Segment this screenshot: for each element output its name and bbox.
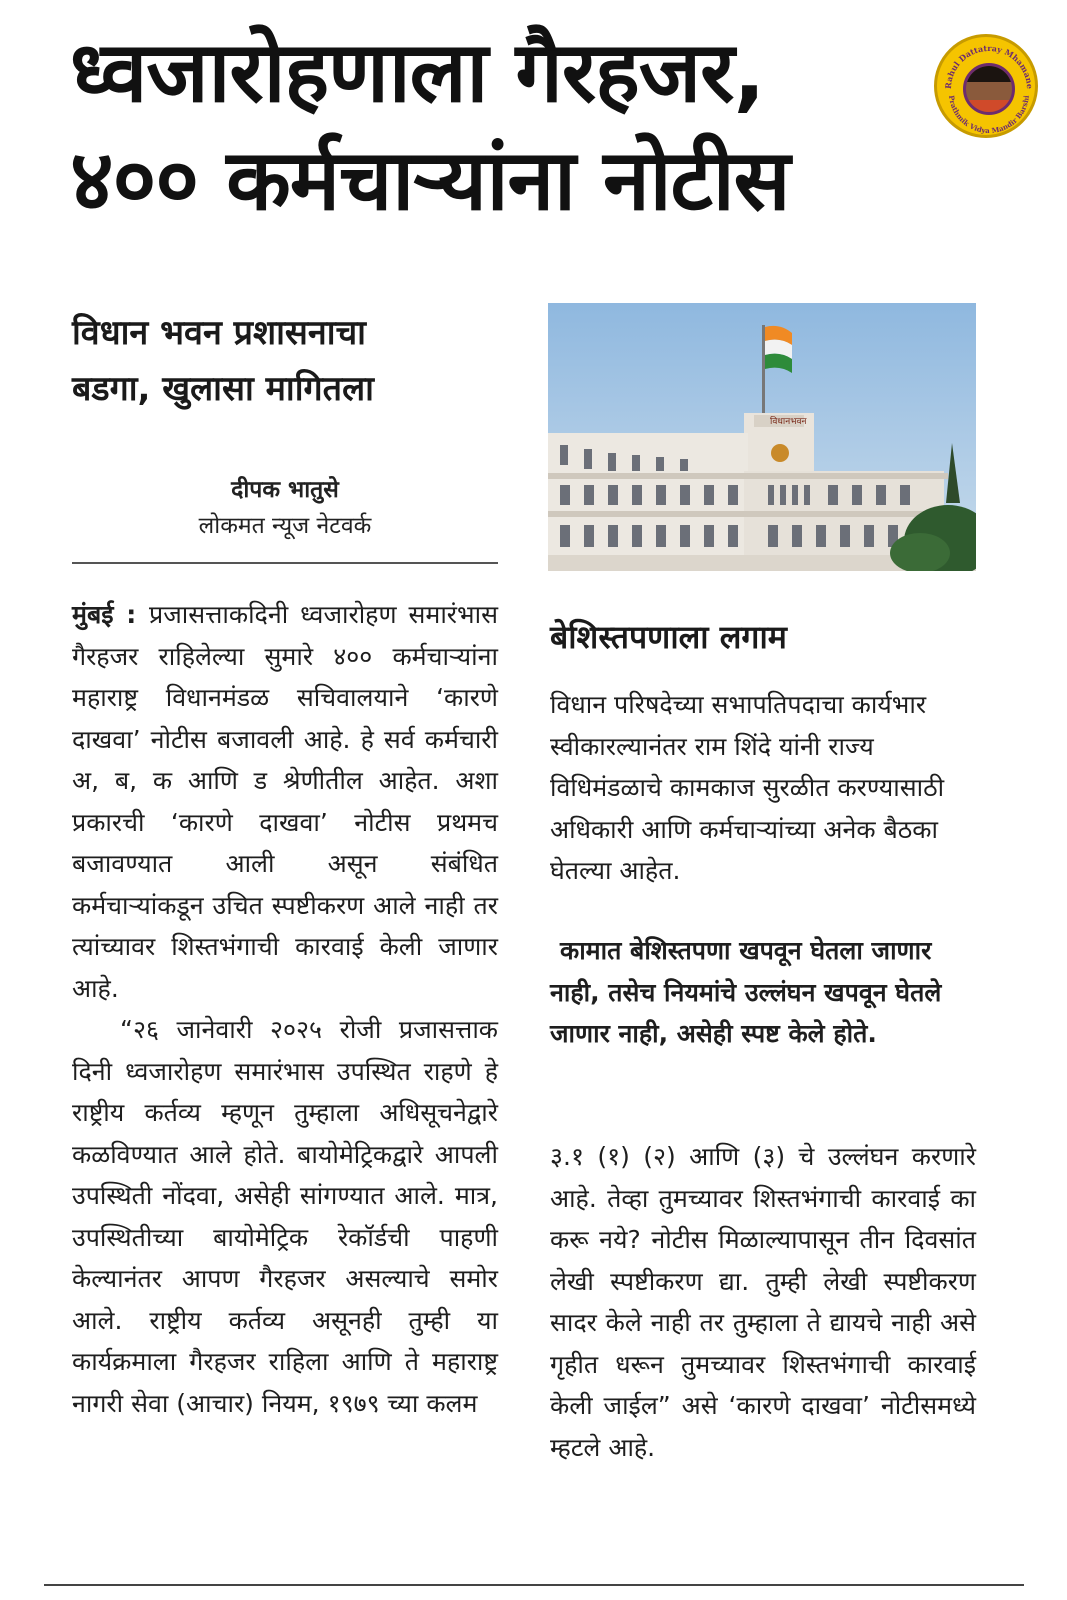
svg-text:Prathmik Vidya Mandir Barshi: Prathmik Vidya Mandir Barshi <box>947 94 1031 136</box>
vidhan-bhavan-photo <box>548 303 976 571</box>
portrait-avatar <box>963 63 1015 115</box>
article-paragraph-1-text: प्रजासत्ताकदिनी ध्वजारोहण समारंभास गैरहजर राहिलेल्या सुमारे ४०० कर्मचाऱ्यांना महाराष्ट्र विधानमंडळ सचिवालयाने ‘कारणे दाखवा’ नोटीस बजावली आहे. हे सर्व कर्मचारी अ, ब, क आणि ड श्रेणीतील आहेत. अशा प्रकारची ‘कारणे दाखवा’ नोटीस प्रथमच बजावण्यात आली असून संबंधित कर्मचाऱ्यांकडून उचित स्पष्टीकरण आले नाही तर त्यांच्यावर शिस्तभंगाची कारवाई केली जाणार आहे. <box>72 600 498 1003</box>
svg-text:Rahul Dattatray Mhamane: Rahul Dattatray Mhamane <box>942 42 1036 90</box>
article-left-column <box>72 594 498 1424</box>
headline-line-2: ४०० कर्मचाऱ्यांना नोटीस <box>70 131 790 229</box>
article-dateline: मुंबई <box>72 600 114 629</box>
byline-divider <box>72 562 498 564</box>
building-image <box>548 303 976 571</box>
sidebar-paragraph <box>550 684 968 892</box>
article-paragraph-1: मुंबई : प्रजासत्ताकदिनी ध्वजारोहण समारंभास गैरहजर राहिलेल्या सुमारे ४०० कर्मचाऱ्यांना महाराष्ट्र विधानमंडळ सचिवालयाने ‘कारणे दाखवा’ नोटीस बजावली आहे. हे सर्व कर्मचारी अ, ब, क आणि ड श्रेणीतील आहेत. अशा प्रकारची ‘कारणे दाखवा’ नोटीस प्रथमच बजावण्यात आली असून संबंधित कर्मचाऱ्यांकडून उचित स्पष्टीकरण आले नाही तर त्यांच्यावर शिस्तभंगाची कारवाई केली जाणार आहे. <box>72 600 498 1003</box>
headline-line-1: ध्वजारोहणाला गैरहजर, <box>70 23 765 121</box>
bottom-divider <box>44 1584 1024 1586</box>
article-paragraph-2: “२६ जानेवारी २०२५ रोजी प्रजासत्ताक दिनी ध्वजारोहण समारंभास उपस्थित राहणे हे राष्ट्रीय कर्तव्य म्हणून तुम्हाला अधिसूचनेद्वारे कळविण्यात आले होते. बायोमेट्रिकद्वारे आपली उपस्थिती नोंदवा, असेही सांगण्यात आले. मात्र, उपस्थितीच्या बायोमेट्रिक रेकॉर्डची पाहणी केल्यानंतर आपण गैरहजर असल्याचे समोर आले. राष्ट्रीय कर्तव्य असूनही तुम्ही या कार्यक्रमाला गैरहजर राहिला आणि ते महाराष्ट्र नागरी सेवा (आचार) नियम, १९७९ च्या कलम <box>72 1015 498 1418</box>
subheading-line-2: बडगा, खुलासा मागितला <box>72 369 374 409</box>
byline <box>72 472 498 544</box>
sidebar-paragraph-text: विधान परिषदेच्या सभापतिपदाचा कार्यभार स्वीकारल्यानंतर राम शिंदे यांनी राज्य विधिमंडळाचे कामकाज सुरळीत करण्यासाठी अधिकारी आणि कर्मचाऱ्यांच्या अनेक बैठका घेतल्या आहेत. <box>550 690 945 885</box>
article-paragraph-3: ३.१ (१) (२) आणि (३) चे उल्लंघन करणारे आहे. तेव्हा तुमच्यावर शिस्तभंगाची कारवाई का करू नये? नोटीस मिळाल्यापासून तीन दिवसांत लेखी स्पष्टीकरण द्या. तुम्ही लेखी स्पष्टीकरण सादर केले नाही तर तुम्हाला ते द्यायचे नाही असे गृहीत धरून तुमच्यावर शिस्तभंगाची कारवाई केली जाईल” असे ‘कारणे दाखवा’ नोटीसमध्ये म्हटले आहे. <box>550 1142 976 1462</box>
byline-author: दीपक भातुसे <box>231 477 339 503</box>
byline-network: लोकमत न्यूज नेटवर्क <box>198 513 372 539</box>
sidebar-title: बेशिस्तपणाला लगाम <box>550 618 787 656</box>
subheading <box>72 305 512 417</box>
headline <box>70 18 970 234</box>
profile-seal <box>934 34 1038 138</box>
sidebar-bold-paragraph <box>550 930 968 1055</box>
subheading-line-1: विधान भवन प्रशासनाचा <box>72 313 366 353</box>
article-right-column <box>550 1136 976 1468</box>
building-sign: विधानभवन <box>770 417 807 427</box>
sidebar-bold-text: कामात बेशिस्तपणा खपवून घेतला जाणार नाही, तसेच नियमांचे उल्लंघन खपवून घेतले जाणार नाही, असेही स्पष्ट केले होते. <box>550 936 942 1048</box>
